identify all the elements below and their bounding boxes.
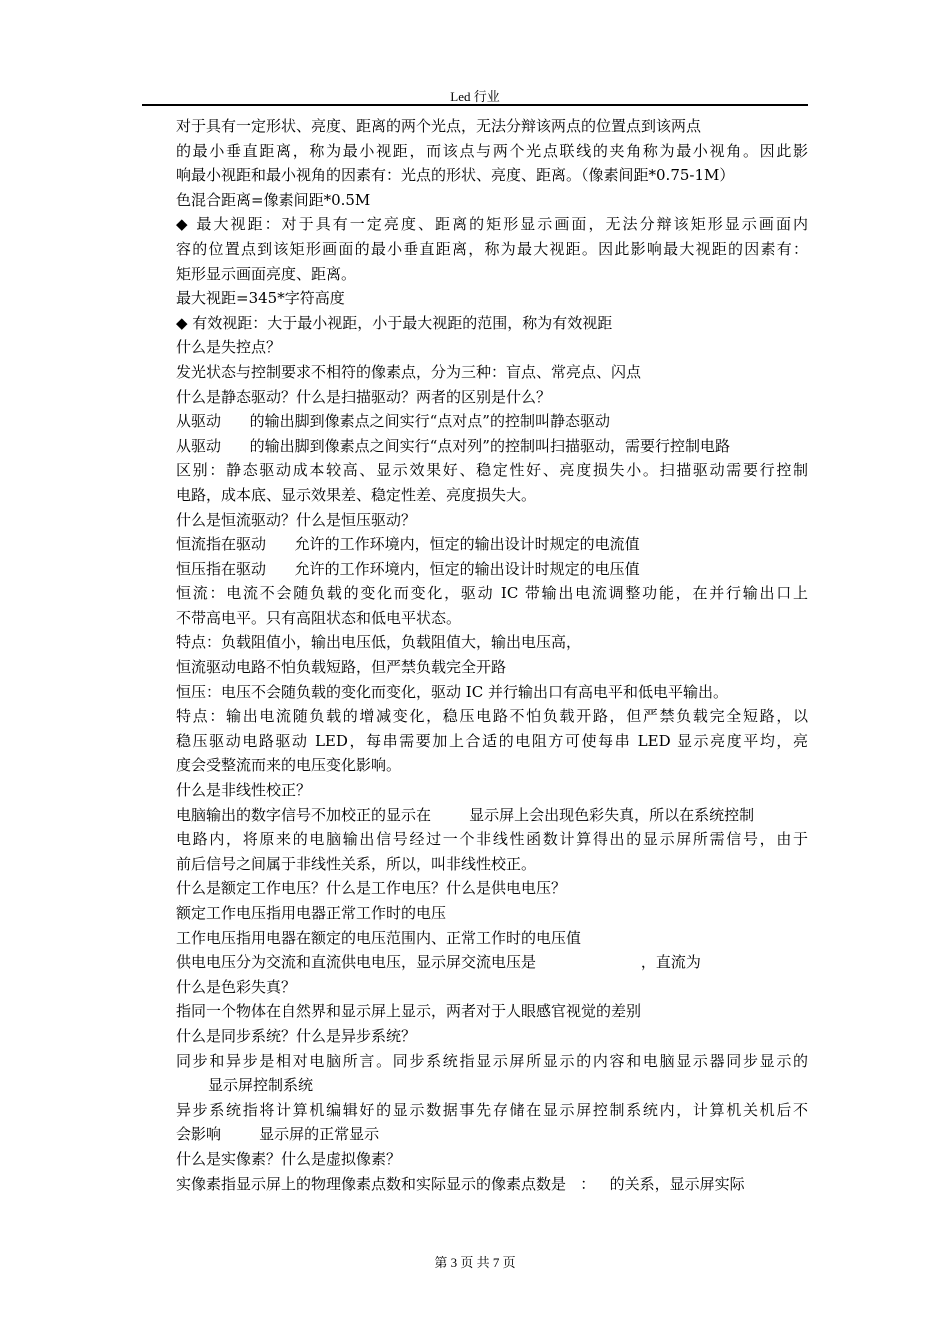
text-line: 稳压驱动电路驱动 LED，每串需要加上合适的电阻方可使每串 LED 显示亮度平均，亮 [176,731,808,750]
text-line: 从驱动 的输出脚到像素点之间实行“点对列”的控制叫扫描驱动，需要行控制电路 [176,436,730,455]
text-line: 容的位置点到该矩形画面的最小垂直距离，称为最大视距。因此影响最大视距的因素有： [176,239,808,258]
text-line: 响最小视距和最小视角的因素有：光点的形状、亮度、距离。（像素间距*0.75-1M） [176,166,735,185]
text-line: 特点：负载阻值小，输出电压低，负载阻值大，输出电压高， [176,633,582,652]
text-line: 电脑输出的数字信号不加校正的显示在 显示屏上会出现色彩失真，所以在系统控制 [176,805,755,824]
text-line: 异步系统指将计算机编辑好的显示数据事先存储在显示屏控制系统内，计算机关机后不 [176,1100,808,1119]
text-line: 什么是实像素？什么是虚拟像素？ [176,1149,402,1168]
text-line: 什么是恒流驱动？什么是恒压驱动？ [176,510,417,529]
document-body [176,114,808,1196]
text-line: 矩形显示画面亮度、距离。 [176,264,357,283]
text-line: 同步和异步是相对电脑所言。同步系统指显示屏所显示的内容和电脑显示器同步显示的 [176,1051,808,1070]
text-line: 供电电压分为交流和直流供电电压，显示屏交流电压是 ，直流为 [176,953,701,972]
text-line: ◆ 有效视距：大于最小视距，小于最大视距的范围，称为有效视距 [176,313,613,332]
text-line: 什么是非线性校正？ [176,781,312,800]
header-rule [142,104,808,106]
page-footer: 第 3 页 共 7 页 [434,1255,516,1270]
text-line: 显示屏控制系统 [208,1076,314,1095]
text-line: 最大视距=345*字符高度 [176,289,345,308]
text-line: 度会受整流而来的电压变化影响。 [176,756,402,775]
text-line: 恒压指在驱动 允许的工作环境内，恒定的输出设计时规定的电压值 [176,559,640,578]
text-line: 发光状态与控制要求不相符的像素点，分为三种：盲点、常亮点、闪点 [176,362,642,381]
text-line: 区别：静态驱动成本较高、显示效果好、稳定性好、亮度损失小。扫描驱动需要行控制 [176,461,808,480]
text-line: 从驱动 的输出脚到像素点之间实行“点对点”的控制叫静态驱动 [176,412,610,431]
text-line: 色混合距离=像素间距*0.5M [176,190,371,209]
text-line: ◆ 最大视距：对于具有一定亮度、距离的矩形显示画面，无法分辩该矩形显示画面内 [176,215,808,234]
text-line: 恒流驱动电路不怕负载短路，但严禁负载完全开路 [176,658,507,677]
text-line: 什么是额定工作电压？什么是工作电压？什么是供电电压？ [176,879,567,898]
text-line: 电路，成本底、显示效果差、稳定性差、亮度损失大。 [176,485,537,504]
text-line: 电路内，将原来的电脑输出信号经过一个非线性函数计算得出的显示屏所需信号，由于 [176,830,808,849]
text-line: 的最小垂直距离，称为最小视距，而该点与两个光点联线的夹角称为最小视角。因此影 [176,141,808,160]
text-line: 实像素指显示屏上的物理像素点数和实际显示的像素点数是 ： 的关系，显示屏实际 [176,1174,745,1193]
text-line: 会影响 显示屏的正常显示 [176,1125,380,1144]
text-line: 指同一个物体在自然界和显示屏上显示，两者对于人眼感官视觉的差别 [176,1002,642,1021]
text-line: 什么是同步系统？什么是异步系统？ [176,1026,417,1045]
text-line: 对于具有一定形状、亮度、距离的两个光点，无法分辩该两点的位置点到该两点 [176,117,702,135]
text-line: 特点：输出电流随负载的增减变化，稳压电路不怕负载开路，但严禁负载完全短路，以 [176,707,808,726]
text-line: 什么是失控点？ [176,338,282,357]
text-line: 前后信号之间属于非线性关系，所以，叫非线性校正。 [176,854,537,873]
text-line: 恒压：电压不会随负载的变化而变化，驱动 IC 并行输出口有高电平和低电平输出。 [176,682,728,701]
text-line: 工作电压指用电器在额定的电压范围内、正常工作时的电压值 [176,928,582,947]
text-line: 恒流指在驱动 允许的工作环境内，恒定的输出设计时规定的电流值 [176,535,640,554]
text-line: 什么是色彩失真？ [176,977,297,996]
text-line: 恒流：电流不会随负载的变化而变化，驱动 IC 带输出电流调整功能，在并行输出口上 [176,584,808,603]
text-line: 什么是静态驱动？什么是扫描驱动？两者的区别是什么？ [176,387,552,406]
text-line: 额定工作电压指用电器正常工作时的电压 [176,904,447,922]
text-line: 不带高电平。只有高阻状态和低电平状态。 [176,608,462,627]
page-header: Led 行业 [450,89,500,104]
